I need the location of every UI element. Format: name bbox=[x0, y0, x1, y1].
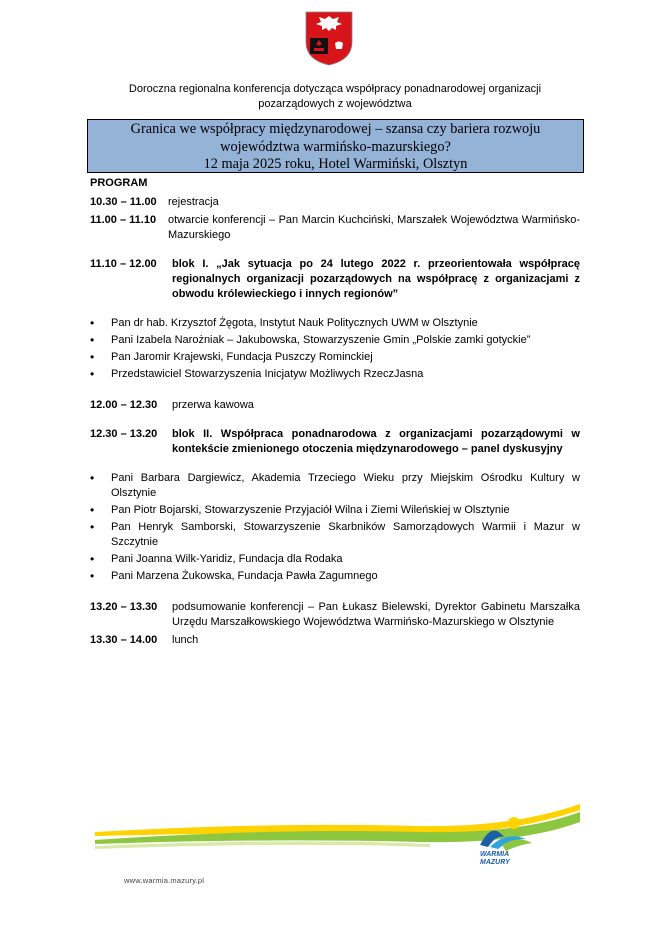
program-item-summary bbox=[90, 600, 580, 630]
program-time: 12.00 – 12.30 bbox=[90, 399, 158, 411]
list-item: • Pani Joanna Wilk-Yaridiz, Fundacja dla Rodaka bbox=[90, 552, 580, 567]
program-item-opening bbox=[90, 213, 580, 243]
program-description: otwarcie konferencji – Pan Marcin Kuchciński, Marszałek Województwa Warmińsko-Mazurskiego bbox=[168, 214, 580, 241]
program-item-block-2 bbox=[90, 427, 580, 457]
program-time: 12.30 – 13.20 bbox=[90, 428, 158, 440]
block-2-speaker-list bbox=[90, 471, 580, 584]
block-1-speaker-list bbox=[90, 316, 580, 382]
title-line-1: Granica we współpracy międzynarodowej – szansa czy bariera rozwoju bbox=[130, 121, 541, 137]
program-time: 13.20 – 13.30 bbox=[90, 601, 158, 613]
program-item-lunch bbox=[90, 633, 580, 648]
intro-line-1: Doroczna regionalna konferencja dotycząca współpracy ponadnarodowej organizacji bbox=[128, 83, 542, 95]
list-item: • Pan Henryk Samborski, Stowarzyszenie Skarbników Samorządowych Warmii i Mazur w Szczytnie bbox=[90, 520, 580, 550]
logo-word-warmia: WARMIA bbox=[480, 851, 510, 858]
coat-of-arms-icon bbox=[304, 10, 354, 66]
program-section bbox=[90, 177, 580, 648]
program-item-coffee-break bbox=[90, 398, 580, 413]
conference-intro bbox=[90, 82, 580, 112]
list-item: • Pani Izabela Narożniak – Jakubowska, Stowarzyszenie Gmin „Polskie zamki gotyckie” bbox=[90, 333, 580, 348]
list-item: • Przedstawiciel Stowarzyszenia Inicjatyw Możliwych RzeczJasna bbox=[90, 367, 580, 382]
intro-line-2: pozarządowych z województwa bbox=[258, 98, 412, 110]
website-url: www.warmia.mazury.pl bbox=[124, 876, 205, 885]
program-description: przerwa kawowa bbox=[172, 399, 254, 411]
program-time: 11.00 – 11.10 bbox=[90, 214, 157, 226]
program-item-block-1 bbox=[90, 257, 580, 302]
program-description: blok II. Współpraca ponadnarodowa z organizacjami pozarządowymi w kontekście zmienionego otoczenia międzynarodowego – panel dyskusyjny bbox=[172, 428, 580, 455]
title-line-2: województwa warmińsko-mazurskiego? bbox=[220, 138, 451, 155]
program-item-registration bbox=[90, 195, 580, 210]
list-item: • Pani Barbara Dargiewicz, Akademia Trzeciego Wieku przy Miejskim Ośrodku Kultury w Olsztynie bbox=[90, 471, 580, 501]
conference-title-box bbox=[87, 119, 584, 173]
logo-word-mazury: MAZURY bbox=[480, 859, 510, 866]
program-time: 11.10 – 12.00 bbox=[90, 258, 157, 270]
program-heading: PROGRAM bbox=[90, 177, 148, 189]
list-item: • Pan dr hab. Krzysztof Żęgota, Instytut Nauk Politycznych UWM w Olsztynie bbox=[90, 316, 580, 331]
list-item: • Pani Marzena Żukowska, Fundacja Pawła Zagumnego bbox=[90, 569, 580, 584]
logo-wordmark bbox=[480, 851, 510, 867]
program-time: 10.30 – 11.00 bbox=[90, 196, 157, 208]
list-item: • Pan Jaromir Krajewski, Fundacja Puszczy Rominckiej bbox=[90, 350, 580, 365]
program-description: rejestracja bbox=[168, 196, 219, 208]
title-date-venue: 12 maja 2025 roku, Hotel Warmiński, Olsztyn bbox=[203, 156, 468, 172]
program-description: blok I. „Jak sytuacja po 24 lutego 2022 r. przeorientowała współpracę regionalnych organizacji pozarządowych na współpracę z organizacjami z obwodu królewieckiego i innych regionów” bbox=[172, 258, 580, 300]
program-description: lunch bbox=[172, 634, 199, 646]
program-description: podsumowanie konferencji – Pan Łukasz Bielewski, Dyrektor Gabinetu Marszałka Urzędu Marszałkowskiego Województwa Warmińsko-Mazurskiego w Olsztynie bbox=[172, 601, 580, 628]
list-item: • Pan Piotr Bojarski, Stowarzyszenie Przyjaciół Wilna i Ziemi Wileńskiej w Olsztynie bbox=[90, 503, 580, 518]
program-time: 13.30 – 14.00 bbox=[90, 634, 158, 646]
